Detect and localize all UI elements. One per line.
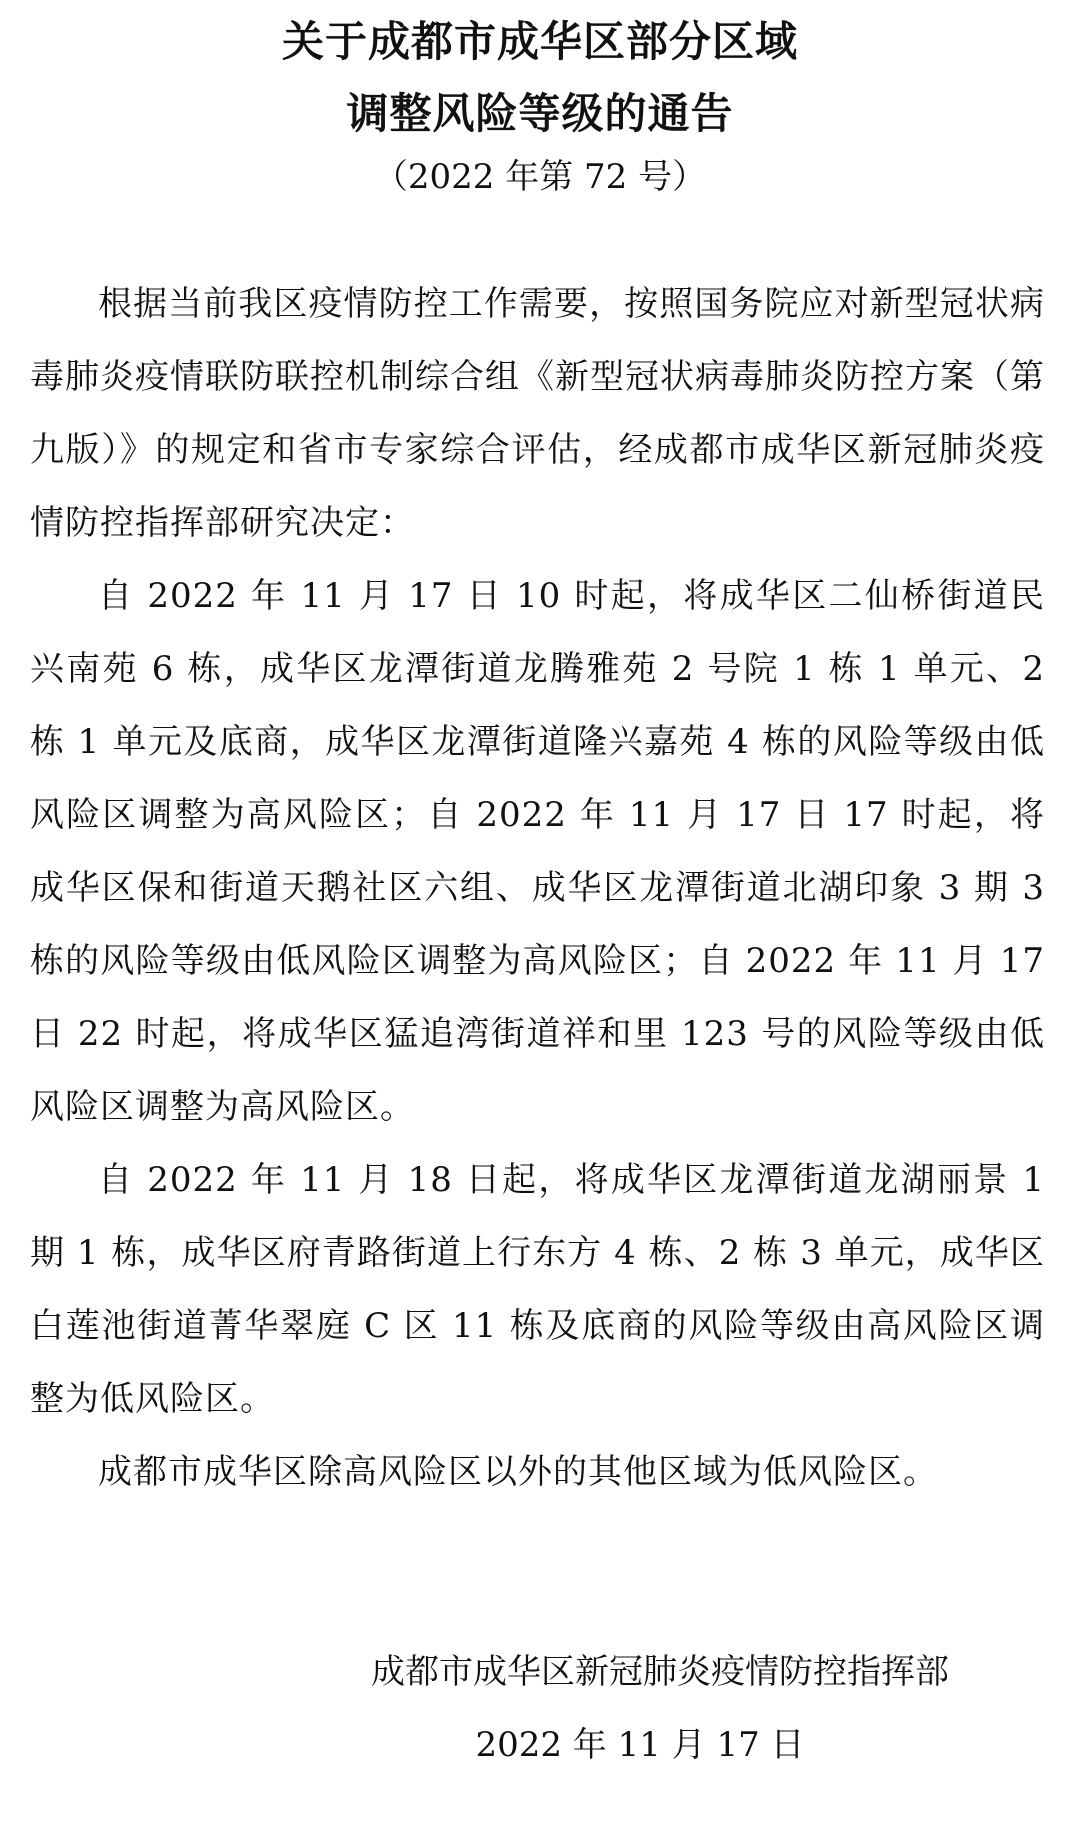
paragraph-intro: 根据当前我区疫情防控工作需要，按照国务院应对新型冠状病毒肺炎疫情联防联控机制综合组《新型冠状病毒肺炎防控方案（第九版）》的规定和省市专家综合评估，经成都市成华区新冠肺炎疫情防控指挥部研究决定： [30, 284, 1045, 543]
document-number: （2022 年第 72 号） [373, 157, 707, 197]
signature-organization: 成都市成华区新冠肺炎疫情防控指挥部 [371, 1652, 949, 1692]
paragraph-upgrade-high-risk: 自 2022 年 11 月 17 日 10 时起，将成华区二仙桥街道民兴南苑 6 栋，成华区龙潭街道龙腾雅苑 2 号院 1 栋 1 单元、2 栋 1 单元及底商，成华区龙潭街道隆兴嘉苑 4 栋的风险等级由低风险区调整为高风险区；自 2022 年 11 月 17 日 17 时起，将成华区保和街道天鹅社区六组、成华区龙潭街道北湖印象 3 期 3 栋的风险等级由低风险区调整为高风险区；自 2022 年 11 月 17 日 22 时起，将成华区猛追湾街道祥和里 123 号的风险等级由低风险区调整为高风险区。 [30, 576, 1045, 1127]
title-line-2: 调整风险等级的通告 [346, 89, 734, 138]
paragraph-downgrade-low-risk: 自 2022 年 11 月 18 日起，将成华区龙潭街道龙湖丽景 1 期 1 栋，成华区府青路街道上行东方 4 栋、2 栋 3 单元，成华区白莲池街道菁华翠庭 C 区 11 栋及底商的风险等级由高风险区调整为低风险区。 [30, 1160, 1045, 1419]
notice-body [30, 268, 1045, 1509]
signature-date: 2022 年 11 月 17 日 [475, 1725, 805, 1765]
title-line-1: 关于成都市成华区部分区域 [281, 17, 798, 66]
paragraph-other-areas: 成都市成华区除高风险区以外的其他区域为低风险区。 [98, 1452, 938, 1492]
